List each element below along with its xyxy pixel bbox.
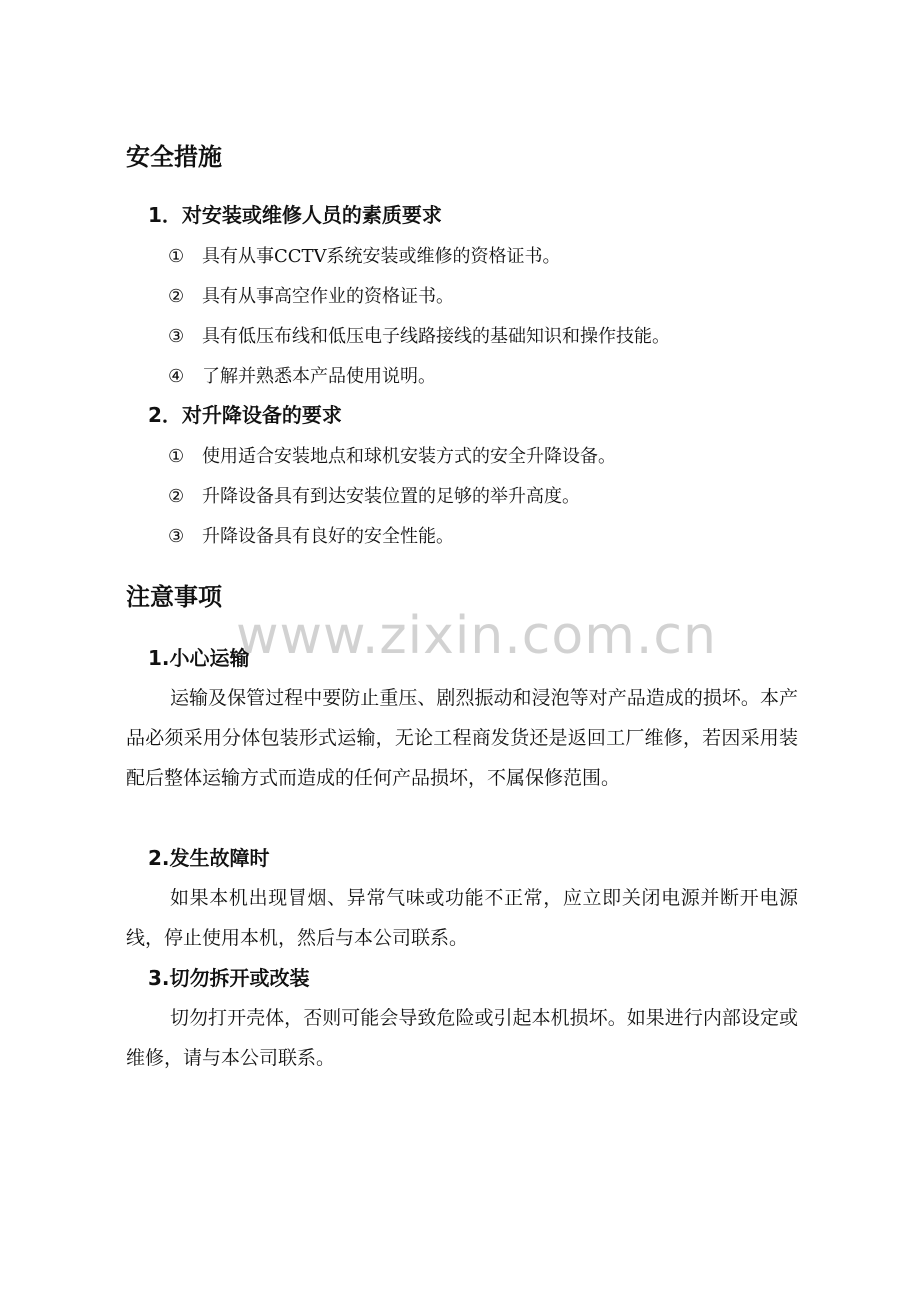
safety-section1-item [168, 244, 561, 270]
item-number: ④ [168, 366, 185, 387]
notes-section2-heading: 2.发生故障时 [148, 846, 270, 870]
item-text: 具有低压布线和低压电子线路接线的基础知识和操作技能。 [202, 326, 670, 347]
safety-section2-heading: 2．对升降设备的要求 [148, 403, 342, 427]
notes-section2-paragraph: 如果本机出现冒烟、异常气味或功能不正常，应立即关闭电源并断开电源线，停止使用本机，然后与本公司联系。 [126, 887, 798, 949]
item-number: ③ [168, 326, 185, 347]
safety-title: 安全措施 [126, 143, 222, 171]
watermark: www.zixin.com.cn [236, 606, 717, 666]
safety-section2-item [168, 524, 454, 550]
notes-section1-paragraph: 运输及保管过程中要防止重压、剧烈振动和浸泡等对产品造成的损坏。本产品必须采用分体包装形式运输，无论工程商发货还是返回工厂维修，若因采用装配后整体运输方式而造成的任何产品损坏，不属保修范围。 [126, 687, 798, 789]
item-text: 具有从事高空作业的资格证书。 [202, 286, 454, 307]
item-number: ① [168, 446, 185, 467]
safety-section1-heading: 1．对安装或维修人员的素质要求 [148, 203, 442, 227]
safety-section1-item [168, 284, 454, 310]
notes-section3-heading: 3.切勿拆开或改装 [148, 966, 310, 990]
item-text: 了解并熟悉本产品使用说明。 [202, 366, 436, 387]
item-text: 具有从事CCTV系统安装或维修的资格证书。 [202, 246, 561, 267]
notes-title: 注意事项 [126, 583, 222, 611]
item-text: 升降设备具有良好的安全性能。 [202, 526, 454, 547]
item-number: ① [168, 246, 185, 267]
item-number: ② [168, 286, 185, 307]
item-text: 升降设备具有到达安装位置的足够的举升高度。 [202, 486, 580, 507]
item-number: ③ [168, 526, 185, 547]
safety-section1-item [168, 324, 670, 350]
safety-section1-item [168, 364, 436, 390]
notes-section1-heading: 1.小心运输 [148, 646, 250, 670]
safety-section2-item [168, 444, 616, 470]
safety-section2-item [168, 484, 580, 510]
notes-section3-paragraph: 切勿打开壳体，否则可能会导致危险或引起本机损坏。如果进行内部设定或维修，请与本公司联系。 [126, 1007, 798, 1069]
item-text: 使用适合安装地点和球机安装方式的安全升降设备。 [202, 446, 616, 467]
item-number: ② [168, 486, 185, 507]
